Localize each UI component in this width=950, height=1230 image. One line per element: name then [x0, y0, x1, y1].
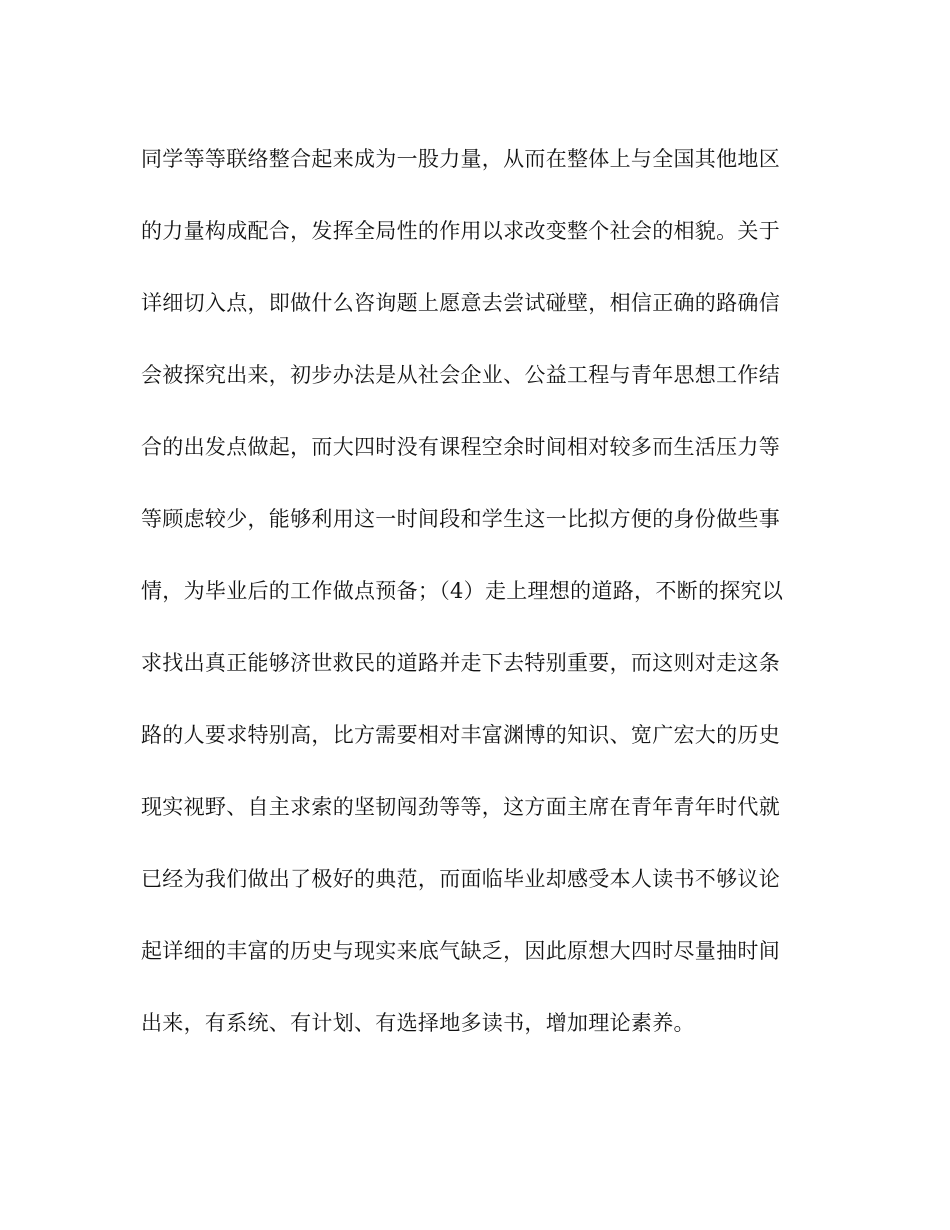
text-line: 合的出发点做起，而大四时没有课程空余时间相对较多而生活压力等 [141, 435, 780, 459]
text-line: 求找出真正能够济世救民的道路并走下去特别重要，而这则对走这条 [141, 651, 780, 675]
text-line: 出来，有系统、有计划、有选择地多读书，增加理论素养。 [141, 1011, 695, 1035]
text-line: 会被探究出来，初步办法是从社会企业、公益工程与青年思想工作结 [141, 363, 780, 387]
text-line: 情，为毕业后的工作做点预备；（4）走上理想的道路，不断的探究以 [141, 579, 784, 603]
text-line: 同学等等联络整合起来成为一股力量，从而在整体上与全国其他地区 [141, 147, 780, 171]
text-line: 路的人要求特别高，比方需要相对丰富渊博的知识、宽广宏大的历史 [141, 723, 780, 747]
text-line: 的力量构成配合，发挥全局性的作用以求改变整个社会的相貌。关于 [141, 219, 780, 243]
body-paragraph [141, 139, 821, 1075]
text-line: 等顾虑较少，能够利用这一时间段和学生这一比拟方便的身份做些事 [141, 507, 780, 531]
text-line: 起详细的丰富的历史与现实来底气缺乏，因此原想大四时尽量抽时间 [141, 939, 780, 963]
text-line: 现实视野、自主求索的坚韧闯劲等等，这方面主席在青年青年时代就 [141, 795, 780, 819]
text-line: 已经为我们做出了极好的典范，而面临毕业却感受本人读书不够议论 [141, 867, 780, 891]
text-line: 详细切入点，即做什么咨询题上愿意去尝试碰壁，相信正确的路确信 [141, 291, 780, 315]
